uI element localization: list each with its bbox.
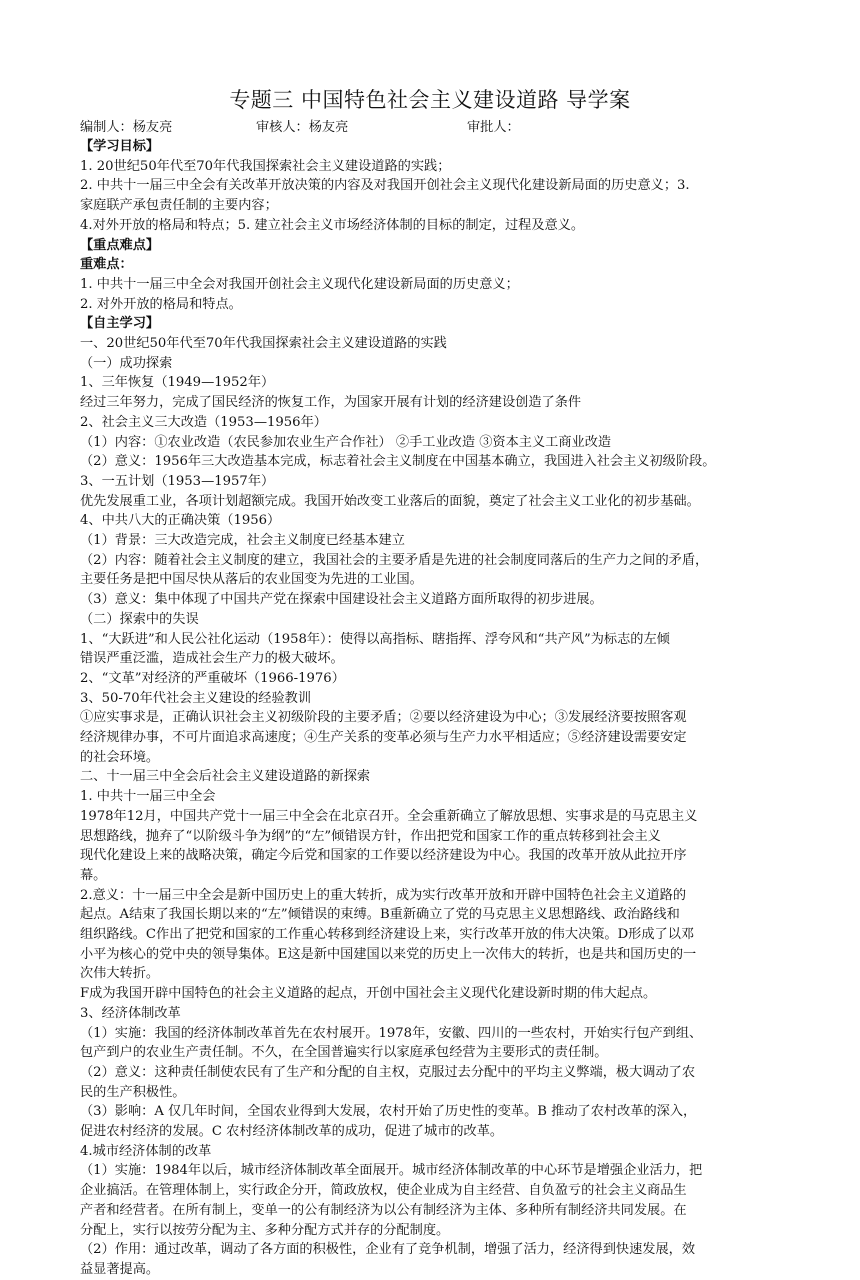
text-line: 经过三年努力，完成了国民经济的恢复工作，为国家开展有计划的经济建设创造了条件: [80, 395, 582, 411]
text-line: 包产到户的农业生产责任制。不久，在全国普遍实行以家庭承包经营为主要形式的责任制。: [80, 1045, 608, 1061]
text-line: 4.城市经济体制的改革: [80, 1143, 212, 1159]
text-line: （一）成功探索: [80, 355, 173, 371]
text-line: 现代化建设上来的战略决策，确定今后党和国家的工作要以经济建设为中心。我国的改革开放从此拉开序: [80, 848, 687, 864]
text-line: 促进农村经济的发展。C 农村经济体制改革的成功，促进了城市的改革。: [80, 1124, 504, 1139]
text-line: （2）意义：这种责任制使农民有了生产和分配的自主权，克服过去分配中的平均主义弊端，极大调动了农: [80, 1064, 696, 1080]
text-line: 企业搞活。在管理体制上，实行政企分开，简政放权，使企业成为自主经营、自负盈亏的社会主义商品生: [80, 1183, 687, 1199]
text-line: 3、一五计划（1953—1957年）: [80, 473, 275, 489]
text-line: 3、50-70年代社会主义建设的经验教训: [80, 690, 312, 706]
text-line: 2. 对外开放的格局和特点。: [80, 296, 242, 312]
text-line: 错误严重泛滥，造成社会生产力的极大破坏。: [80, 651, 344, 667]
text-line: 2、社会主义三大改造（1953—1956年）: [80, 414, 327, 430]
text-line: （2）意义：1956年三大改造基本完成，标志着社会主义制度在中国基本确立，我国进入社会主义初级阶段。: [80, 454, 716, 470]
text-line: 产者和经营者。在所有制上，变单一的公有制经济为以公有制经济为主体、多种所有制经济共同发展。在: [80, 1202, 687, 1218]
text-line: （二）探索中的失误: [80, 611, 199, 627]
text-line: 经济规律办事，不可片面追求高速度；④生产关系的变革必须与生产力水平相适应；⑤经济建设需要安定: [80, 730, 687, 745]
text-line: 1、“大跃进”和人民公社化运动（1958年）：使得以高指标、瞎指挥、浮夸风和“共产风”为标志的左倾: [80, 631, 670, 647]
text-line: 重难点：: [80, 257, 133, 273]
text-line: 2、“文革”对经济的严重破坏（1966-1976）: [80, 670, 345, 686]
text-line: 1978年12月，中国共产党十一届三中全会在北京召开。全会重新确立了解放思想、实事求是的马克思主义: [80, 808, 698, 824]
reviewer-label: 审核人：杨友亮: [256, 120, 349, 135]
text-line: 优先发展重工业，各项计划超额完成。我国开始改变工业落后的面貌，奠定了社会主义工业化的初步基础。: [80, 493, 700, 509]
text-line: 次伟大转折。: [80, 966, 160, 982]
text-line: （3）意义：集中体现了中国共产党在探索中国建设社会主义道路方面所取得的初步进展。: [80, 592, 603, 608]
text-line: 【自主学习】: [80, 316, 160, 332]
text-line: 主要任务是把中国尽快从落后的农业国变为先进的工业国。: [80, 572, 423, 588]
text-line: 【学习目标】: [80, 139, 160, 154]
text-line: 的社会环境。: [80, 749, 160, 765]
text-line: 1. 中共十一届三中全会: [80, 789, 216, 805]
text-line: 1、三年恢复（1949—1952年）: [80, 375, 275, 391]
text-line: 民的生产积极性。: [80, 1084, 186, 1100]
text-line: 家庭联产承包责任制的主要内容；: [80, 198, 278, 214]
text-line: 益显著提高。: [80, 1261, 160, 1277]
text-line: （1）内容：①农业改造（农民参加农业生产合作社） ②手工业改造 ③资本主义工商业改造: [80, 434, 612, 450]
text-line: F成为我国开辟中国特色的社会主义道路的起点，开创中国社会主义现代化建设新时期的伟大起点。: [80, 986, 657, 1002]
text-line: （3）影响：A 仅几年时间，全国农业得到大发展，农村开始了历史性的变革。B 推动了农村改革的深入，: [80, 1104, 697, 1120]
text-line: 4、中共八大的正确决策（1956）: [80, 513, 281, 529]
text-line: 二、十一届三中全会后社会主义建设道路的新探索: [80, 769, 371, 785]
text-line: （1）实施：1984年以后，城市经济体制改革全面展开。城市经济体制改革的中心环节是增强企业活力，把: [80, 1163, 703, 1179]
text-line: （2）作用：通过改革，调动了各方面的积极性，企业有了竞争机制，增强了活力，经济得到快速发展，效: [80, 1242, 696, 1258]
text-line: ①应实事求是，正确认识社会主义初级阶段的主要矛盾；②要以经济建设为中心；③发展经济要按照客观: [80, 710, 687, 726]
text-line: 思想路线，抛弃了“以阶级斗争为纲”的“左”倾错误方针，作出把党和国家工作的重点转移到社会主义: [80, 828, 661, 844]
text-line: 幕。: [80, 867, 107, 883]
text-line: （1）实施：我国的经济体制改革首先在农村展开。1978年，安徽、四川的一些农村，开始实行包产到组、: [80, 1025, 703, 1041]
text-line: （1）背景：三大改造完成，社会主义制度已经基本建立: [80, 533, 405, 548]
text-line: 1. 中共十一届三中全会对我国开创社会主义现代化建设新局面的历史意义；: [80, 276, 519, 292]
text-line: 1. 20世纪50年代至70年代我国探索社会主义建设道路的实践；: [80, 158, 451, 174]
text-line: 起点。A结束了我国长期以来的“左”倾错误的束缚。B重新确立了党的马克思主义思想路线、政治路线和: [80, 907, 680, 923]
text-line: 小平为核心的党中央的领导集体。E这是新中国建国以来党的历史上一次伟大的转折，也是共和国历史的一: [80, 946, 697, 962]
text-line: 2.意义：十一届三中全会是新中国历史上的重大转折，成为实行改革开放和开辟中国特色社会主义道路的: [80, 887, 687, 903]
text-line: 【重点难点】: [80, 237, 160, 253]
text-line: 一、20世纪50年代至70年代我国探索社会主义建设道路的实践: [80, 336, 447, 351]
text-line: 4.对外开放的格局和特点；5. 建立社会主义市场经济体制的目标的制定，过程及意义。: [80, 217, 585, 233]
text-line: （2）内容：随着社会主义制度的建立，我国社会的主要矛盾是先进的社会制度同落后的生产力之间的矛盾，: [80, 552, 709, 568]
text-line: 组织路线。C作出了把党和国家的工作重心转移到经济建设上来，实行改革开放的伟大决策。D形成了以邓: [80, 927, 695, 942]
text-line: 2. 中共十一届三中全会有关改革开放决策的内容及对我国开创社会主义现代化建设新局面的历史意义；3.: [80, 178, 690, 194]
text-line: 3、经济体制改革: [80, 1005, 181, 1021]
text-line: 分配上，实行以按劳分配为主、多种分配方式并存的分配制度。: [80, 1222, 450, 1238]
editor-label: 编制人：杨友亮: [80, 120, 173, 135]
page-title: 专题三 中国特色社会主义建设道路 导学案: [229, 88, 631, 112]
approver-label: 审批人：: [467, 120, 520, 135]
